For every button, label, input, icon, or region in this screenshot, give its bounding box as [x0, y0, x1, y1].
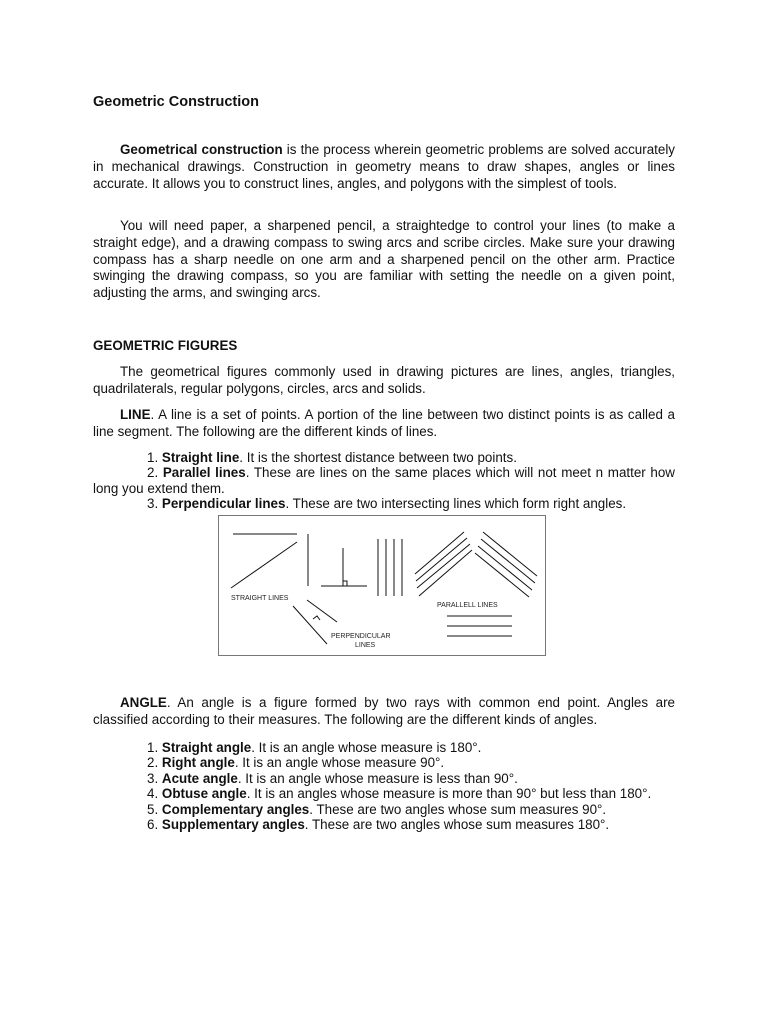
line-types-list — [93, 450, 675, 512]
intro-paragraph-2: You will need paper, a sharpened pencil, a straightedge to control your lines (to make a straight edge), and a drawing compass to swing arcs and scribe circles. Make sure your drawing compass has a sharp needle on one arm and a sharpened pencil on the other arm. Practice swinging the drawing compass, so you are familiar with setting the needle on a given point, adjusting the arms, and swinging arcs. — [93, 218, 675, 301]
angle-types-list — [120, 740, 675, 832]
right-angle-mark — [343, 581, 347, 586]
section-heading-geometric-figures: GEOMETRIC FIGURES — [93, 338, 238, 353]
parallel-diag-b3 — [478, 546, 532, 590]
list-item: 5. Complementary angles. These are two angles whose sum measures 90°. — [147, 801, 607, 817]
list-item: 3. Acute angle. It is an angle whose measure is less than 90°. — [147, 770, 518, 786]
list-item: 2. Right angle. It is an angle whose measure 90°. — [147, 755, 445, 771]
parallel-diag-a4 — [419, 550, 472, 596]
perp-slanted-1 — [307, 600, 337, 622]
line-paragraph: LINE. A line is a set of points. A portion of the line between two distinct points is as called a line segment. The following are the different kinds of lines. — [93, 407, 675, 439]
lines-figure — [218, 515, 546, 656]
parallel-diag-a2 — [416, 538, 467, 581]
lines-illustration — [219, 516, 545, 655]
straight-line-diagonal — [231, 542, 297, 588]
angle-paragraph: ANGLE. An angle is a figure formed by two rays with common end point. Angles are classified according to their measures. The following are the different kinds of angles. — [93, 695, 675, 727]
parallel-diag-a1 — [415, 532, 464, 574]
intro-term: Geometrical construction — [120, 142, 283, 157]
page-title: Geometric Construction — [93, 94, 259, 110]
parallel-diag-b1 — [483, 532, 537, 576]
list-item: 6. Supplementary angles. These are two angles whose sum measures 180°. — [147, 817, 610, 833]
label-parallel-lines: PARALLELL LINES — [437, 602, 498, 609]
parallel-diag-b2 — [481, 539, 535, 583]
parallel-diag-b4 — [475, 553, 529, 597]
label-perpendicular-2: LINES — [355, 642, 376, 649]
list-item: 1. Straight angle. It is an angle whose measure is 180°. — [147, 740, 482, 755]
label-straight-lines: STRAIGHT LINES — [231, 595, 289, 602]
figures-paragraph: The geometrical figures commonly used in drawing pictures are lines, angles, triangles, quadrilaterals, regular polygons, circles, arcs and solids. — [93, 364, 675, 396]
list-item: 3. Perpendicular lines. These are two intersecting lines which form right angles. — [147, 496, 627, 512]
list-item: 2. Parallel lines. These are lines on the same places which will not meet n matter how long you extend them. — [93, 465, 675, 496]
label-perpendicular-1: PERPENDICULAR — [331, 633, 391, 640]
perp-slanted-2 — [293, 606, 327, 644]
right-angle-mark-2 — [313, 616, 320, 620]
list-item: 4. Obtuse angle. It is an angles whose measure is more than 90° but less than 180°. — [147, 786, 652, 802]
list-item: 1. Straight line. It is the shortest distance between two points. — [147, 450, 517, 465]
intro-paragraph-1: Geometrical construction is the process wherein geometric problems are solved accurately in mechanical drawings. Construction in geometry means to draw shapes, angles or lines accurate. It allows you to construct lines, angles, and polygons with the simplest of tools. — [93, 142, 675, 191]
